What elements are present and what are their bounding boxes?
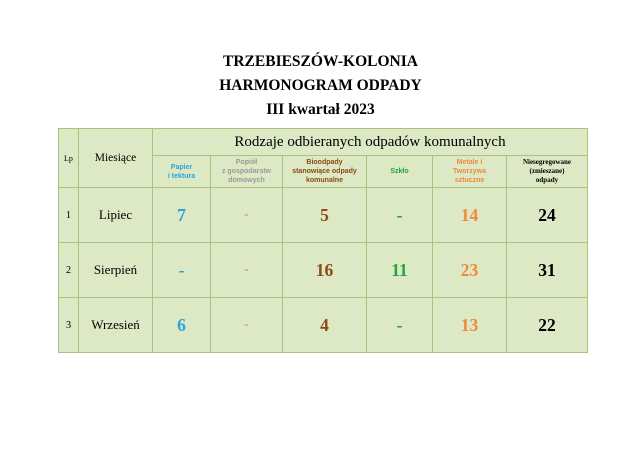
header-bio-label: Bioodpady stanowiące odpady komunalne bbox=[292, 159, 357, 184]
cell-ash: - bbox=[211, 298, 283, 353]
cell-paper: - bbox=[153, 243, 211, 298]
header-paper bbox=[153, 156, 211, 188]
header-metal bbox=[433, 156, 507, 188]
cell-mixed: 22 bbox=[507, 298, 588, 353]
header-glass-label: Szkło bbox=[390, 168, 409, 175]
cell-ash: - bbox=[211, 243, 283, 298]
cell-mixed: 31 bbox=[507, 243, 588, 298]
cell-bio: 4 bbox=[283, 298, 367, 353]
header-month: Miesiące bbox=[79, 129, 153, 188]
table-row bbox=[59, 243, 588, 298]
cell-paper: 7 bbox=[153, 188, 211, 243]
cell-ash: - bbox=[211, 188, 283, 243]
header-paper-label: Papier i tektura bbox=[167, 163, 196, 180]
table-row bbox=[59, 298, 588, 353]
cell-bio: 16 bbox=[283, 243, 367, 298]
row-month: Lipiec bbox=[79, 188, 153, 243]
row-month: Sierpień bbox=[79, 243, 153, 298]
cell-glass: - bbox=[367, 188, 433, 243]
table-row bbox=[59, 188, 588, 243]
title-schedule: HARMONOGRAM ODPADY bbox=[219, 77, 422, 94]
cell-metal: 14 bbox=[433, 188, 507, 243]
schedule-table bbox=[58, 128, 588, 353]
header-metal-label: Metale i Tworzywa sztuczne bbox=[453, 159, 486, 184]
cell-bio: 5 bbox=[283, 188, 367, 243]
cell-metal: 13 bbox=[433, 298, 507, 353]
cell-paper: 6 bbox=[153, 298, 211, 353]
row-lp: 1 bbox=[59, 188, 79, 243]
cell-glass: 11 bbox=[367, 243, 433, 298]
document-header bbox=[0, 50, 641, 122]
header-ash bbox=[211, 156, 283, 188]
header-lp: Lp bbox=[59, 129, 79, 188]
header-bio bbox=[283, 156, 367, 188]
cell-glass: - bbox=[367, 298, 433, 353]
row-lp: 3 bbox=[59, 298, 79, 353]
header-mixed bbox=[507, 156, 588, 188]
row-month: Wrzesień bbox=[79, 298, 153, 353]
row-lp: 2 bbox=[59, 243, 79, 298]
title-location: TRZEBIESZÓW-KOLONIA bbox=[223, 53, 418, 70]
header-row-group bbox=[59, 129, 588, 156]
header-waste-types: Rodzaje odbieranych odpadów komunalnych bbox=[153, 129, 588, 156]
header-mixed-label: Niesegregowane (zmieszane) odpady bbox=[522, 158, 572, 184]
title-quarter: III kwartał 2023 bbox=[266, 101, 375, 118]
header-glass bbox=[367, 156, 433, 188]
cell-mixed: 24 bbox=[507, 188, 588, 243]
cell-metal: 23 bbox=[433, 243, 507, 298]
header-ash-label: Popiół z gospodarstw domowych bbox=[221, 159, 271, 184]
